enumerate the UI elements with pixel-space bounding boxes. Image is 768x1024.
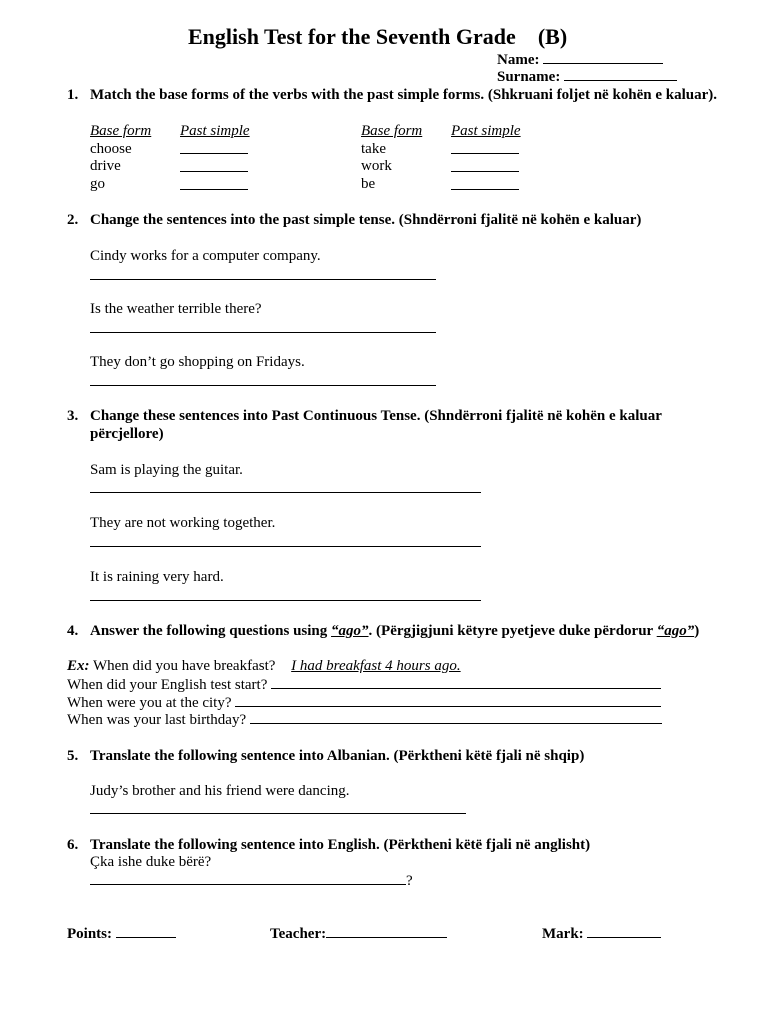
surname-label: Surname: xyxy=(497,69,561,85)
q1-answer-line[interactable] xyxy=(451,153,519,154)
name-blank[interactable] xyxy=(543,50,663,64)
q1-answer-line[interactable] xyxy=(180,171,248,172)
q4-question-row xyxy=(67,710,662,729)
q4-ex-answer: I had breakfast 4 hours ago. xyxy=(291,658,461,674)
q6-answer-row xyxy=(90,871,413,890)
teacher-blank[interactable] xyxy=(326,924,447,938)
q1-right-col-past: Past simple xyxy=(451,123,521,139)
q4-ago-term: “ago” xyxy=(331,623,369,639)
q6-instruction: Translate the following sentence into English. (Përktheni këtë fjali në anglisht) xyxy=(90,837,591,853)
q4-question: When were you at the city? xyxy=(67,695,232,711)
q4-example xyxy=(67,657,461,675)
q5-answer-line[interactable] xyxy=(90,813,466,814)
q1-left-col-base: Base form xyxy=(90,123,152,139)
q5-sentence: Judy’s brother and his friend were dancing. xyxy=(90,783,350,799)
q2-instruction: Change the sentences into the past simple tense. (Shndërroni fjalitë në kohën e kaluar) xyxy=(90,212,642,228)
q4-instruction xyxy=(90,622,699,640)
q6-sentence: Çka ishe duke bërë? xyxy=(90,854,212,870)
q4-answer-line[interactable] xyxy=(250,710,662,724)
q3-instruction-line2: përcjellore) xyxy=(90,426,164,442)
q4-ex-label: Ex: xyxy=(67,658,90,674)
q5-instruction: Translate the following sentence into Albanian. (Përktheni këtë fjali në shqip) xyxy=(90,748,585,764)
teacher-field xyxy=(270,924,447,943)
q1-verb-work: work xyxy=(361,158,392,174)
q2-sentence: Is the weather terrible there? xyxy=(90,301,262,317)
q1-verb-drive: drive xyxy=(90,158,121,174)
q3-number: 3. xyxy=(67,408,79,424)
name-label: Name: xyxy=(497,52,540,68)
q3-sentence: It is raining very hard. xyxy=(90,569,224,585)
q1-left-col-past: Past simple xyxy=(180,123,250,139)
q2-sentence: Cindy works for a computer company. xyxy=(90,248,321,264)
q4-ex-question: When did you have breakfast? xyxy=(92,658,276,674)
q1-instruction: Match the base forms of the verbs with the past simple forms. (Shkruani foljet në kohën e kaluar). xyxy=(90,87,718,103)
surname-blank[interactable] xyxy=(564,67,677,81)
mark-blank[interactable] xyxy=(587,924,661,938)
q3-sentence: They are not working together. xyxy=(90,515,276,531)
q3-sentence: Sam is playing the guitar. xyxy=(90,462,243,478)
q1-answer-line[interactable] xyxy=(451,171,519,172)
q4-number: 4. xyxy=(67,623,79,639)
q4-instruction-b: . (Përgjigjuni këtyre pyetjeve duke përdorur xyxy=(368,623,657,639)
q1-verb-go: go xyxy=(90,176,105,192)
q2-sentence: They don’t go shopping on Fridays. xyxy=(90,354,305,370)
q2-answer-line[interactable] xyxy=(90,332,436,333)
q1-verb-take: take xyxy=(361,141,386,157)
test-version: (B) xyxy=(537,24,568,49)
q1-answer-line[interactable] xyxy=(180,153,248,154)
q1-answer-line[interactable] xyxy=(180,189,248,190)
surname-field xyxy=(497,67,677,86)
q4-answer-line[interactable] xyxy=(235,693,661,707)
q4-instruction-c: ) xyxy=(694,623,700,639)
q6-number: 6. xyxy=(67,837,79,853)
q6-answer-line[interactable] xyxy=(90,871,406,885)
q3-answer-line[interactable] xyxy=(90,546,481,547)
q1-verb-be: be xyxy=(361,176,376,192)
q1-answer-line[interactable] xyxy=(451,189,519,190)
q4-question-row xyxy=(67,675,661,694)
q4-answer-line[interactable] xyxy=(271,675,661,689)
q4-question: When did your English test start? xyxy=(67,677,268,693)
points-field xyxy=(67,924,176,943)
q5-number: 5. xyxy=(67,748,79,764)
q2-number: 2. xyxy=(67,212,79,228)
q1-verb-choose: choose xyxy=(90,141,132,157)
q2-answer-line[interactable] xyxy=(90,279,436,280)
q3-answer-line[interactable] xyxy=(90,492,481,493)
title-text: English Test for the Seventh Grade xyxy=(188,24,516,49)
test-title xyxy=(188,24,567,50)
q1-number: 1. xyxy=(67,87,79,103)
q1-right-col-base: Base form xyxy=(361,123,423,139)
mark-label: Mark: xyxy=(542,926,584,942)
q4-instruction-a: Answer the following questions using xyxy=(90,623,332,639)
teacher-label: Teacher: xyxy=(270,926,327,942)
mark-field xyxy=(542,924,661,943)
q3-answer-line[interactable] xyxy=(90,600,481,601)
q4-question: When was your last birthday? xyxy=(67,712,247,728)
q2-answer-line[interactable] xyxy=(90,385,436,386)
q6-end-mark: ? xyxy=(406,873,413,889)
points-blank[interactable] xyxy=(116,924,176,938)
points-label: Points: xyxy=(67,926,112,942)
q3-instruction-line1: Change these sentences into Past Continuous Tense. (Shndërroni fjalitë në kohën e kaluar xyxy=(90,408,662,424)
q4-ago-term: “ago” xyxy=(656,623,695,639)
